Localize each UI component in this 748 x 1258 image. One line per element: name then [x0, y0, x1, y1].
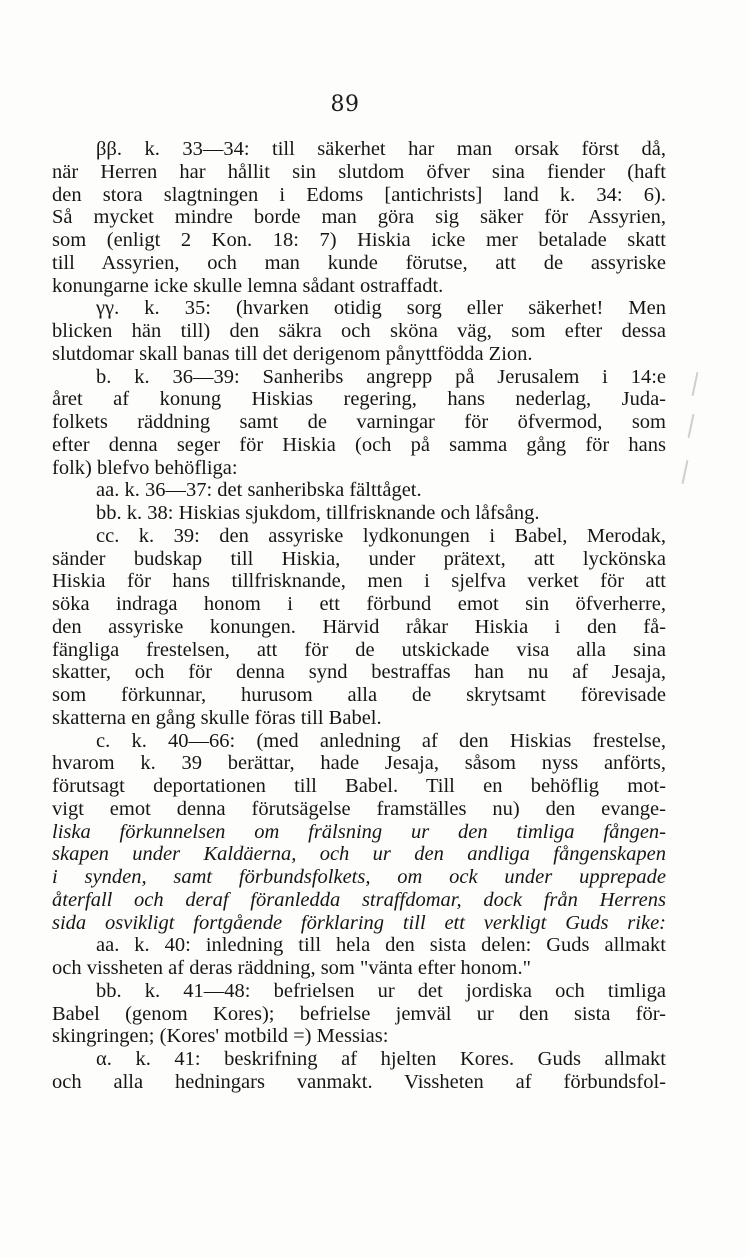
- text-line: bb. k. 41—48: befrielsen ur det jordiska och timliga: [96, 979, 666, 1002]
- text-line: när Herren har hållit sin slutdom öfver sina fiender (haft: [52, 160, 666, 183]
- margin-pencil-mark: [692, 372, 699, 396]
- text-line: fängliga frestelsen, att för de utskickade visa alla sina: [52, 638, 666, 661]
- text-line: aa. k. 40: inledning till hela den sista delen: Guds allmakt: [96, 934, 666, 957]
- text-line: hvarom k. 39 berättar, hade Jesaja, såsom nyss anförts,: [52, 752, 666, 775]
- text-line: ββ. k. 33—34: till säkerhet har man orsak först då,: [96, 138, 666, 160]
- text-line: Hiskia för hans tillfrisknande, men i sjelfva verket för att: [52, 570, 666, 593]
- text-line: och vissheten af deras räddning, som "vänta efter honom.": [52, 957, 531, 979]
- text-line: återfall och deraf föranledda straffdomar, dock från Herrens: [52, 888, 666, 911]
- text-line: slutdomar skall banas till det derigenom pånyttfödda Zion.: [52, 342, 533, 365]
- text-line: skapen under Kaldäerna, och ur den andliga fångenskapen: [52, 843, 666, 866]
- text-line: året af konung Hiskias regering, hans nederlag, Juda-: [52, 388, 666, 411]
- text-line: blicken hän till) den säkra och sköna väg, som efter dessa: [52, 320, 666, 342]
- text-line: till Assyrien, och man kunde förutse, att de assyriske: [52, 251, 666, 274]
- margin-pencil-mark: [682, 460, 689, 484]
- margin-pencil-mark: [688, 414, 695, 438]
- text-line: folkets räddning samt de varningar för öfvermod, som: [52, 411, 666, 433]
- text-line: sänder budskap till Hiskia, under prätext, att lyckönska: [52, 547, 666, 570]
- text-line: Babel (genom Kores); befrielse jemväl ur den sista för-: [52, 1002, 666, 1025]
- text-line: den assyriske konungen. Härvid råkar Hiskia i den få-: [52, 615, 666, 638]
- text-line: α. k. 41: beskrifning af hjelten Kores. Guds allmakt: [96, 1048, 666, 1070]
- body-text: [52, 138, 666, 1094]
- text-line: aa. k. 36—37: det sanheribska fälttåget.: [96, 479, 422, 502]
- text-line: och alla hedningars vanmakt. Vissheten af förbundsfol-: [52, 1070, 666, 1093]
- text-line: som förkunnar, hurusom alla de skrytsamt förevisade: [52, 684, 666, 706]
- text-line: folk) blefvo behöfliga:: [52, 456, 238, 479]
- text-line: konungarne icke skulle lemna sådant ostraffadt.: [52, 274, 444, 297]
- text-line: i synden, samt förbundsfolkets, om ock under upprepade: [52, 866, 666, 888]
- text-line: skingringen; (Kores' motbild =) Messias:: [52, 1025, 389, 1048]
- text-line: b. k. 36—39: Sanheribs angrepp på Jerusalem i 14:e: [96, 365, 666, 388]
- text-line: Så mycket mindre borde man göra sig säker för Assyrien,: [52, 206, 666, 229]
- text-line: skatterna en gång skulle föras till Babel.: [52, 706, 382, 729]
- text-line: söka indraga honom i ett förbund emot sin öfverherre,: [52, 593, 666, 615]
- text-line: skatter, och för denna synd bestraffas han nu af Jesaja,: [52, 661, 666, 684]
- text-line: efter denna seger för Hiskia (och på samma gång för hans: [52, 433, 666, 456]
- text-line: som (enligt 2 Kon. 18: 7) Hiskia icke mer betalade skatt: [52, 229, 666, 251]
- text-line: cc. k. 39: den assyriske lydkonungen i Babel, Merodak,: [96, 524, 666, 547]
- text-line: liska förkunnelsen om frälsning ur den timliga fången-: [52, 820, 666, 843]
- text-line: bb. k. 38: Hiskias sjukdom, tillfrisknande och låfsång.: [96, 502, 540, 524]
- text-line: c. k. 40—66: (med anledning af den Hiskias frestelse,: [96, 729, 666, 752]
- page-number: 89: [330, 92, 360, 117]
- text-line: sida osvikligt fortgående förklaring till ett verkligt Guds rike:: [52, 911, 666, 934]
- text-line: γγ. k. 35: (hvarken otidig sorg eller säkerhet! Men: [96, 297, 666, 320]
- text-line: vigt emot denna förutsägelse framställes nu) den evange-: [52, 797, 666, 820]
- text-line: förutsagt deportationen till Babel. Till en behöflig mot-: [52, 775, 666, 797]
- text-line: den stora slagtningen i Edoms [antichrists] land k. 34: 6).: [52, 183, 666, 206]
